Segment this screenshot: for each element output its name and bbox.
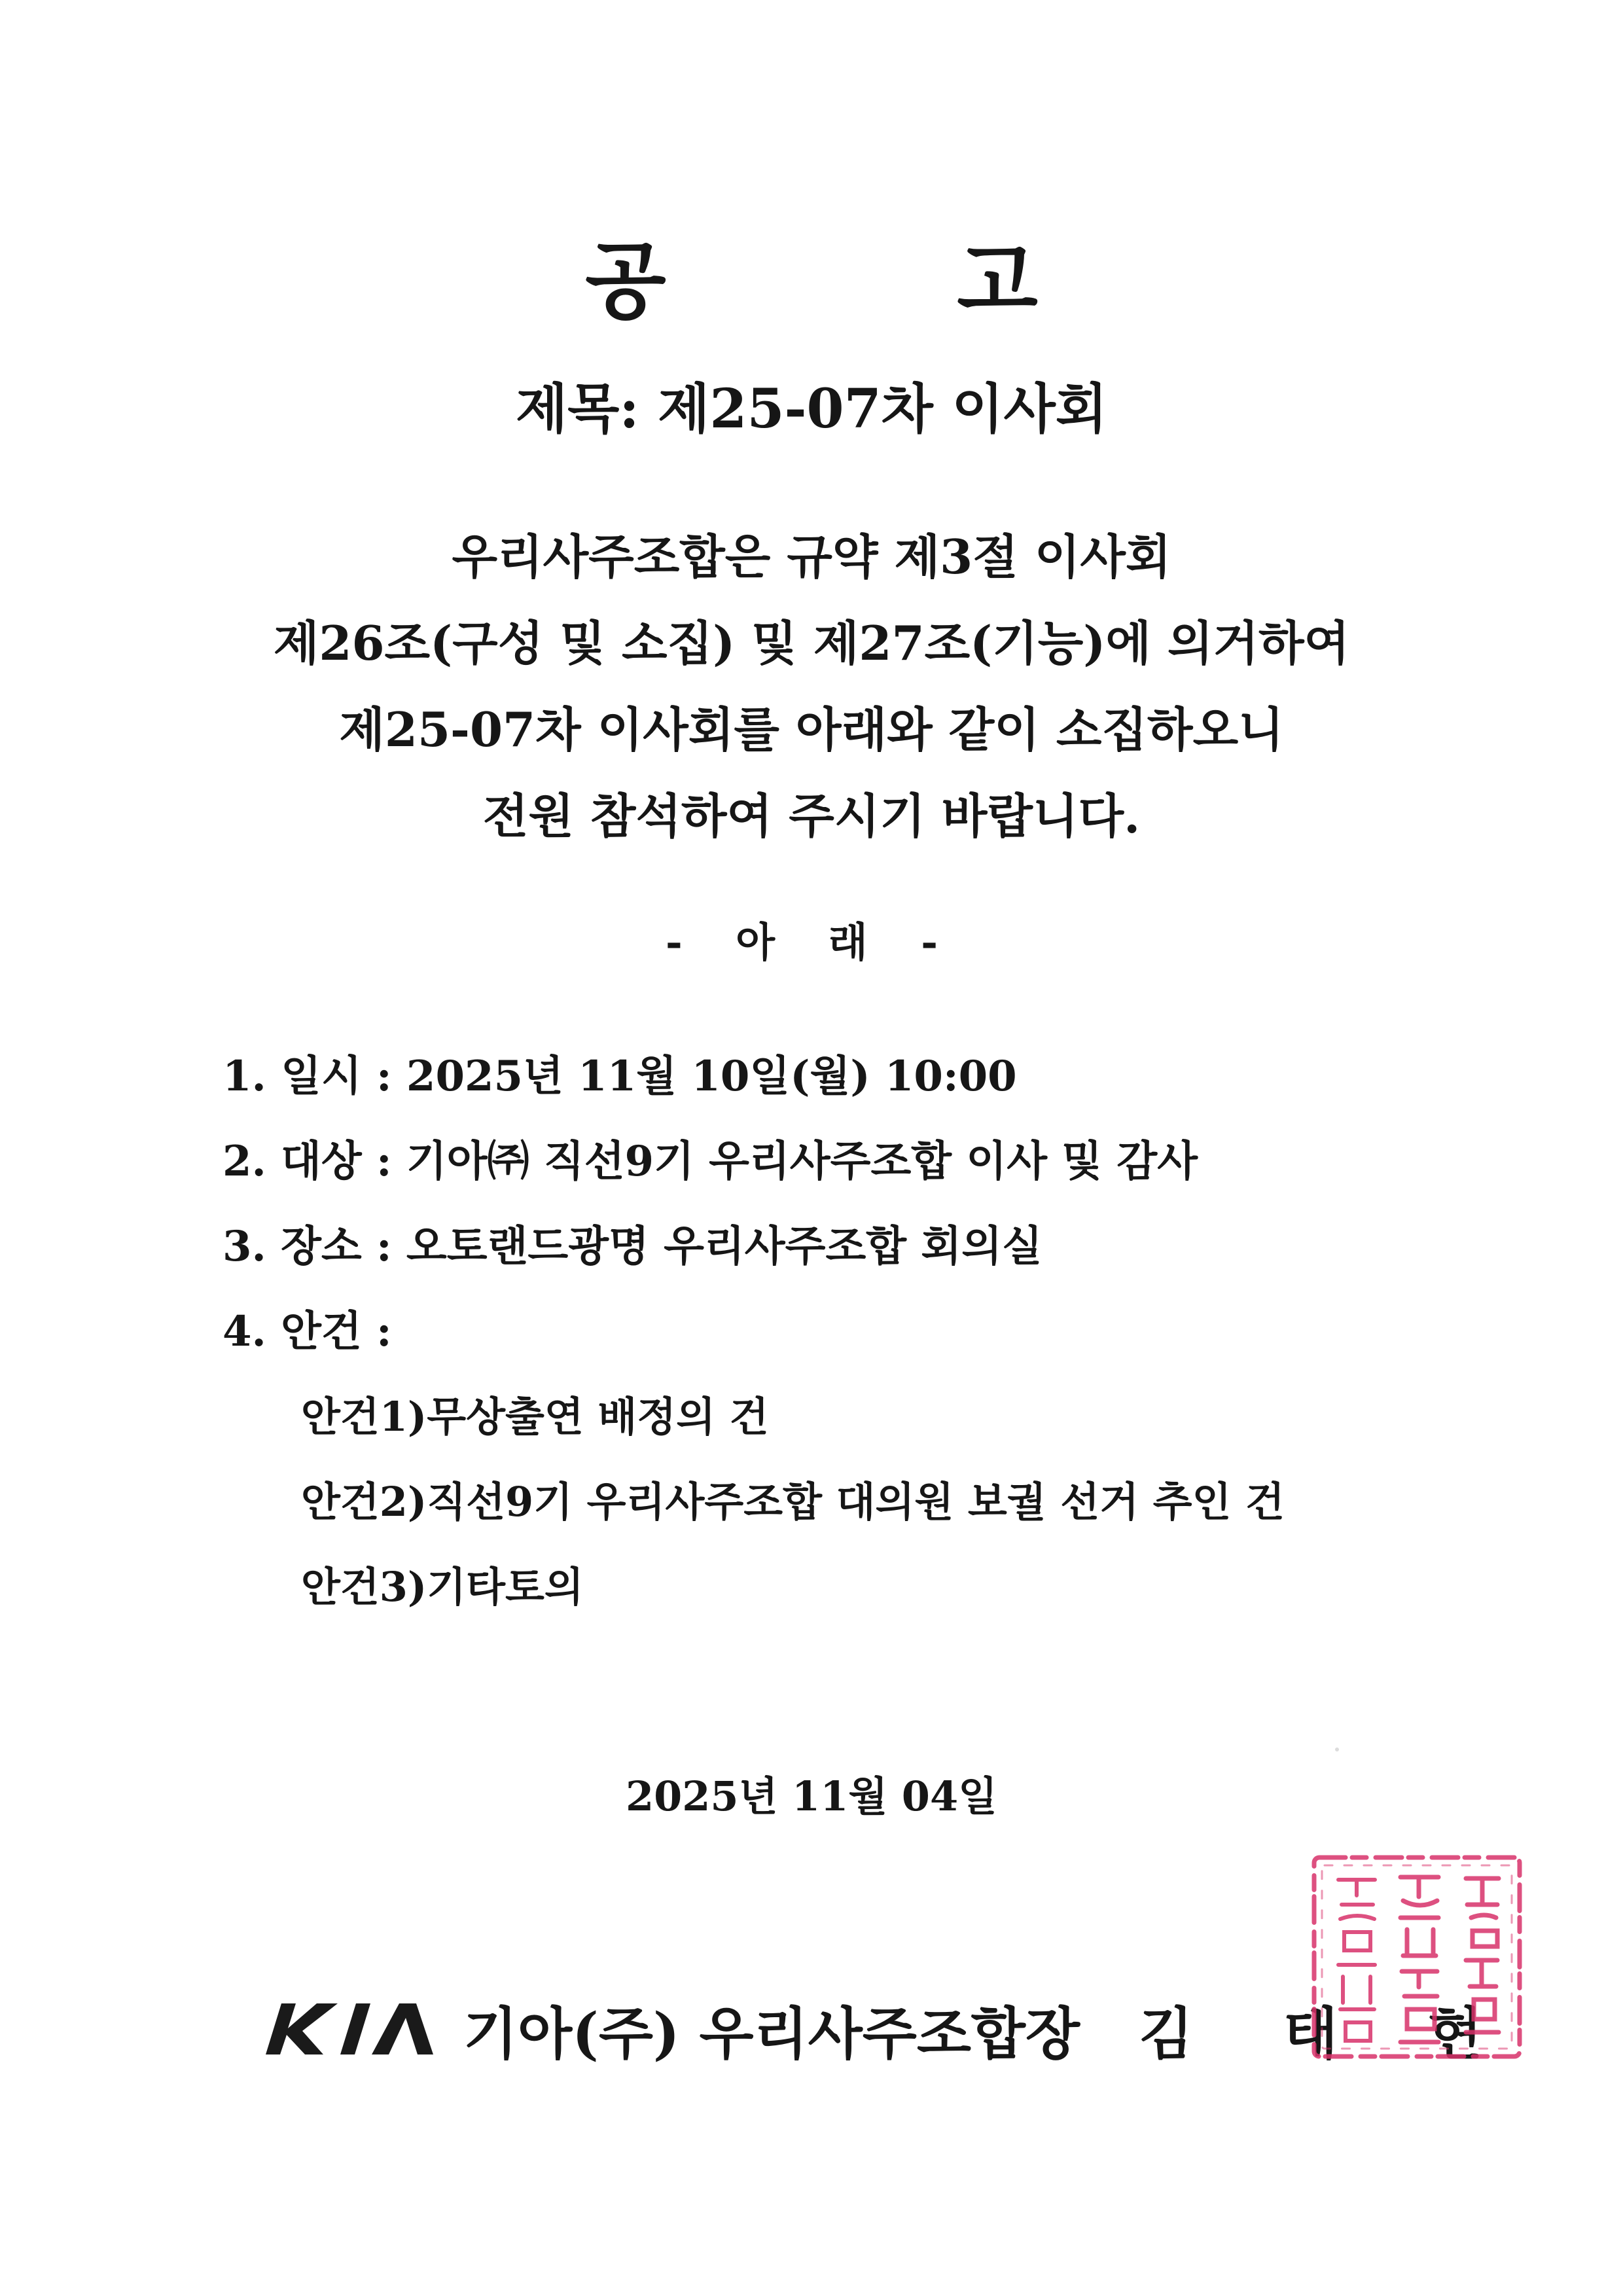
notice-subject: 제목: 제25-07차 이사회 [515,378,1108,440]
notice-date: 2025년 11월 04일 [626,1772,997,1820]
item-agenda-header: 4. 안건 : [223,1307,392,1356]
organization-title: 기아(주) 우리사주조합장 [463,2001,1080,2067]
signer-name: 김 태 현 [1139,2001,1518,2067]
intro-line: 우리사주조합은 규약 제3절 이사회 [452,529,1171,584]
agenda-item-2: 안건2)직선9기 우리사주조합 대의원 보궐 선거 추인 건 [301,1478,1285,1526]
scan-speck [1335,1748,1339,1751]
item-target: 2. 대상 : 기아㈜ 직선9기 우리사주조합 이사 및 감사 [223,1137,1198,1186]
item-datetime: 1. 일시 : 2025년 11월 10일(월) 10:00 [223,1052,1017,1101]
intro-line: 제25-07차 이사회를 아래와 같이 소집하오니 [339,702,1284,757]
red-square-seal-icon [1302,1846,1531,2068]
agenda-item-1: 안건1)무상출연 배정의 건 [301,1393,769,1441]
item-place: 3. 장소 : 오토랜드광명 우리사주조합 회의실 [223,1222,1043,1271]
kia-logo-icon [262,2000,438,2058]
notice-title: 공 고 [585,232,1169,331]
intro-line: 전원 참석하여 주시기 바랍니다. [482,788,1141,844]
intro-paragraph [0,514,1623,859]
intro-line: 제26조(구성 및 소집) 및 제27조(기능)에 의거하여 [273,615,1350,671]
below-header: - 아 래 - [665,918,957,966]
agenda-item-3: 안건3)기타토의 [301,1563,584,1611]
